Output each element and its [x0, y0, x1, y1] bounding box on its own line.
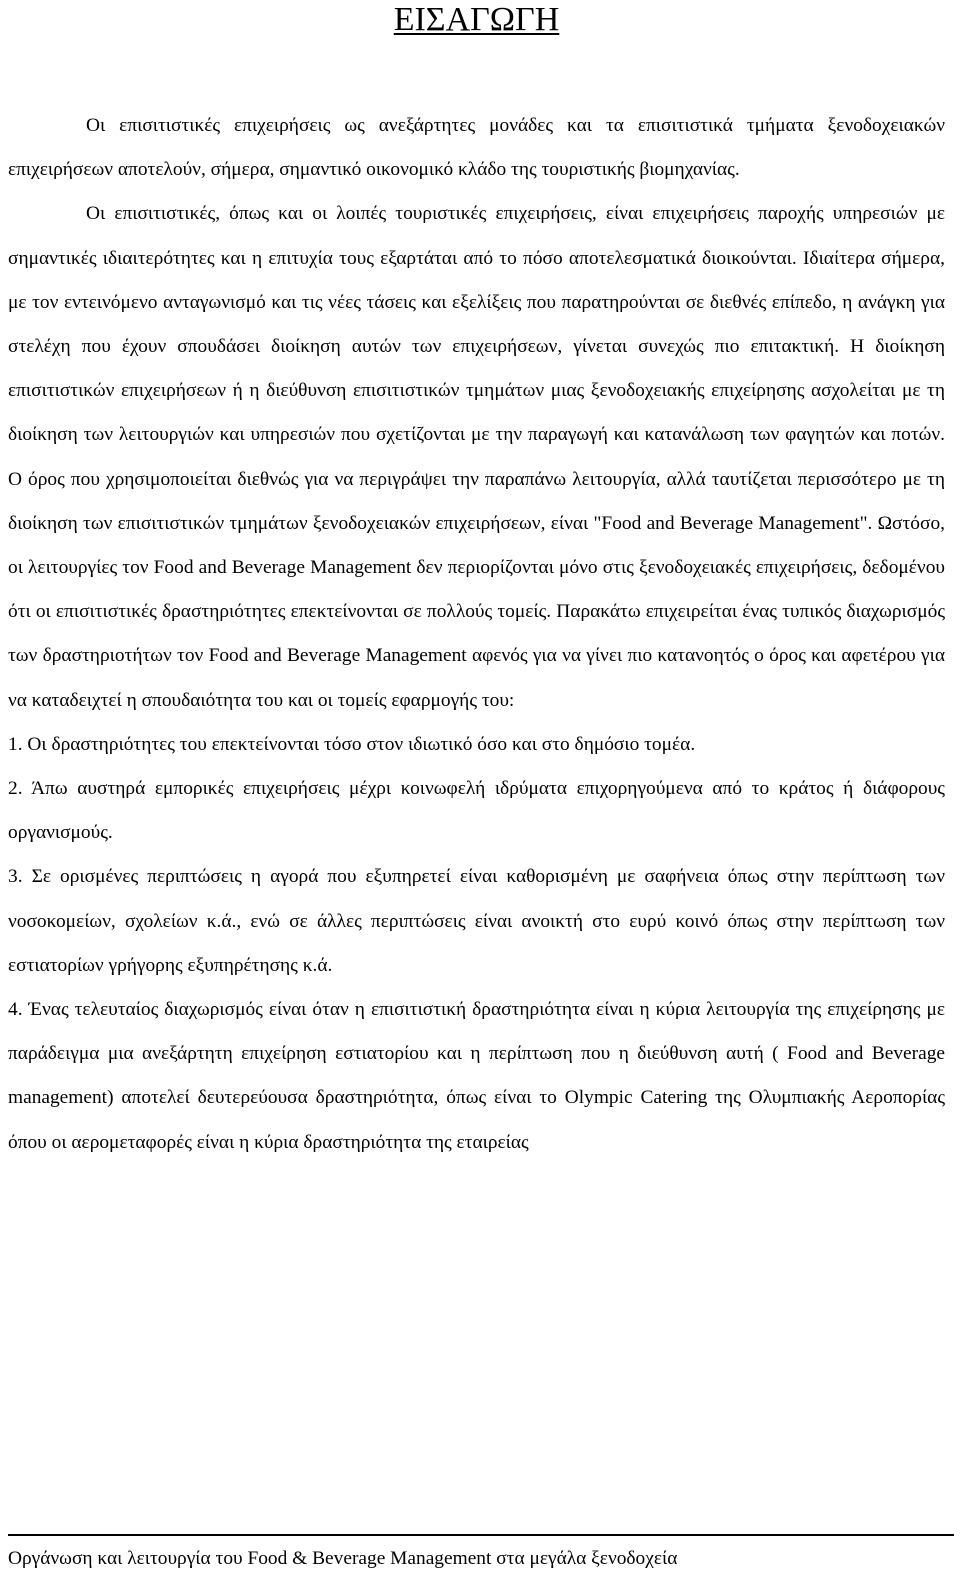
footer-divider	[8, 1534, 954, 1536]
paragraph-main: Οι επισιτιστικές, όπως και οι λοιπές τουριστικές επιχειρήσεις, είναι επιχειρήσεις παροχής υπηρεσιών με σημαντικές ιδιαιτερότητες και η επιτυχία τους εξαρτάται από το πόσο αποτελεσματικά διοικούνται. Ιδιαίτερα σήμερα, με τον εντεινόμενο ανταγωνισμό και τις νέες τάσεις και εξελίξεις που παρατηρούνται σε διεθνές επίπεδο, η ανάγκη για στελέχη που έχουν σπουδάσει διοίκηση αυτών των επιχειρήσεων, γίνεται συνεχώς πιο επιτακτική. Η διοίκηση επισιτιστικών επιχειρήσεων ή η διεύθυνση επισιτιστικών τμημάτων μιας ξενοδοχειακής επιχείρησης ασχολείται με τη διοίκηση των λειτουργιών και υπηρεσιών που σχετίζονται με την παραγωγή και κατανάλωση των φαγητών και ποτών. Ο όρος που χρησιμοποιείται διεθνώς για να περιγράψει την παραπάνω λειτουργία, αλλά ταυτίζεται περισσότερο με τη διοίκηση των επισιτιστικών τμημάτων ξενοδοχειακών επιχειρήσεων, είναι "Food and Beverage Management". Ωστόσο, οι λειτουργίες τον Food and Beverage Management δεν περιορίζονται μόνο στις ξενοδοχειακές επιχειρήσεις, δεδομένου ότι οι επισιτιστικές δραστηριότητες επεκτείνονται σε πολλούς τομείς. Παρακάτω επιχειρείται ένας τυπικός διαχωρισμός των δραστηριοτήτων τον Food and Beverage Management αφενός για να γίνει πιο κατανοητός ο όρος και αφετέρου για να καταδειχτεί η σπουδαιότητα του και οι τομείς εφαρμογής του:	[8, 203, 945, 711]
page-title	[8, 0, 945, 40]
list-item: 4. Ένας τελευταίος διαχωρισμός είναι όταν η επισιτιστική δραστηριότητα είναι η κύρια λειτουργία της επιχείρησης με παράδειγμα μια ανεξάρτητη επιχείρηση εστιατορίου και η περίπτωση που η διεύθυνση αυτή ( Food and Beverage management) αποτελεί δευτερεύουσα δραστηριότητα, όπως είναι το Olympic Catering της Ολυμπιακής Αεροπορίας όπου οι αερομεταφορές είναι η κύρια δραστηριότητα της εταιρείας	[8, 999, 945, 1153]
paragraph-intro: Οι επισιτιστικές επιχειρήσεις ως ανεξάρτητες μονάδες και τα επισιτιστικά τμήματα ξενοδοχειακών επιχειρήσεων αποτελούν, σήμερα, σημαντικό οικονομικό κλάδο της τουριστικής βιομηχανίας.	[8, 115, 945, 181]
list-item: 1. Οι δραστηριότητες του επεκτείνονται τόσο στον ιδιωτικό όσο και στο δημόσιο τομέα.	[8, 733, 696, 755]
document-page	[8, 0, 945, 1588]
list-item: 3. Σε ορισμένες περιπτώσεις η αγορά που εξυπηρετεί είναι καθορισμένη με σαφήνεια όπως στην περίπτωση των νοσοκομείων, σχολείων κ.ά., ενώ σε άλλες περιπτώσεις είναι ανοικτή στο ευρύ κοινό όπως στην περίπτωση των εστιατορίων γρήγορης εξυπηρέτησης κ.ά.	[8, 866, 945, 976]
page-title-text: ΕΙΣΑΓΩΓΗ	[393, 1, 560, 38]
list-item: 2. Άπω αυστηρά εμπορικές επιχειρήσεις μέχρι κοινωφελή ιδρύματα επιχορηγούμενα από το κράτος ή διάφορους οργανισμούς.	[8, 778, 945, 844]
document-body	[8, 104, 945, 1165]
page-footer: Οργάνωση και λειτουργία του Food & Beverage Management στα μεγάλα ξενοδοχεία	[8, 1548, 678, 1569]
